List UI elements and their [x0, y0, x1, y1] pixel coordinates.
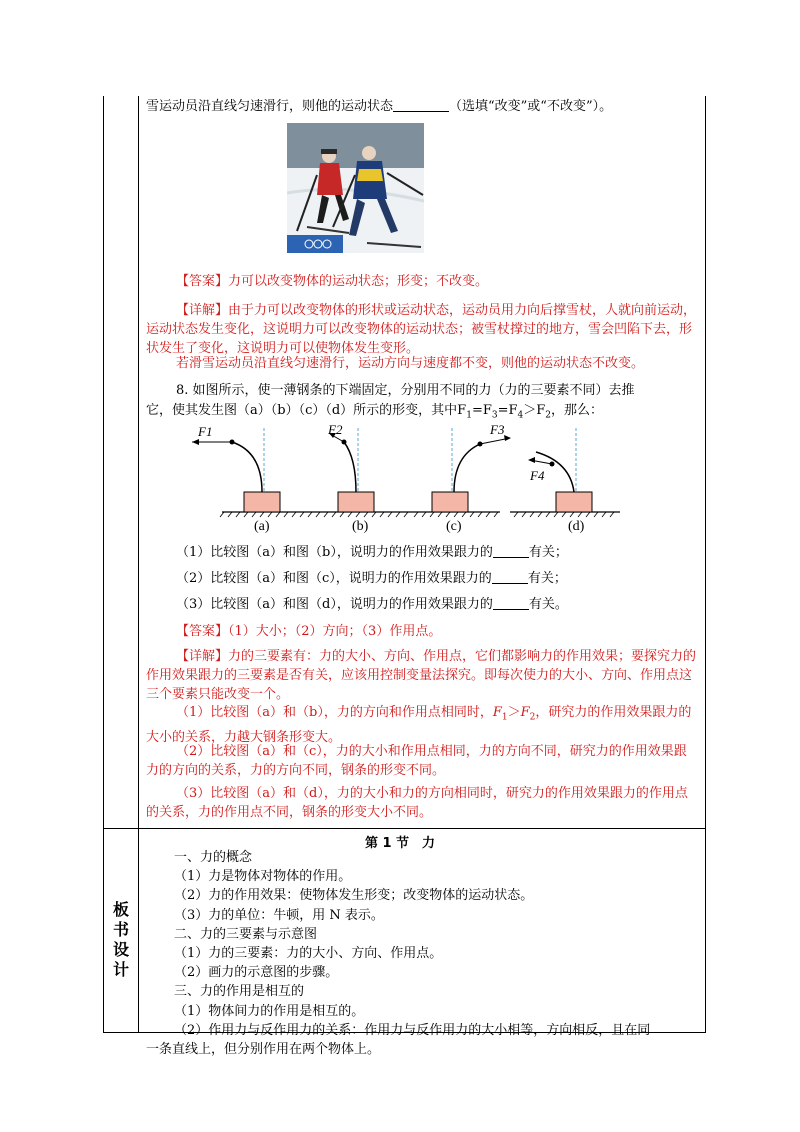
board-line: （2）作用力与反作用力的关系：作用力与反作用力的大小相等，方向相反，且在同 [174, 1022, 651, 1038]
q7-explanation-para2: 若滑雪运动员沿直线匀速滑行，运动方向与速度都不变，则他的运动状态不改变。 [176, 356, 645, 371]
q8-sub3-end: 有关。 [528, 597, 568, 612]
answer-text: （1）大小；（2）方向；（3）作用点。 [228, 624, 442, 639]
table-right-border [705, 96, 706, 1033]
explanation-text: 力的三要素有：力的大小、方向、作用点，它们都影响力的作用效果；要探究力的作用效果跟力的三要素是否有关，应该用控制变量法探究。即每次使力的大小、方向、作用点这三个要素只能改变一个。 [146, 649, 697, 702]
figure-label-c: (c) [446, 519, 462, 534]
table-left-border [103, 96, 104, 1033]
q8-stem-end: ，那么： [551, 403, 604, 418]
figure-label-b: (b) [352, 519, 369, 534]
q8-sub1 [176, 543, 568, 562]
q8-sub1-end: 有关； [528, 545, 568, 560]
board-line: （1）力的三要素：力的大小、方向、作用点。 [174, 946, 443, 962]
figure-d [510, 428, 620, 534]
board-line: 一、力的概念 [174, 850, 253, 865]
side-char: 设 [112, 940, 129, 959]
q8-stem-text: 它，使其发生图（a）（b）（c）（d）所示的形变，其中F [146, 403, 467, 418]
q7-stem-line [146, 97, 612, 116]
explanation-label: 【详解】 [176, 649, 229, 664]
board-line: （3）力的单位：牛顿，用 N 表示。 [174, 907, 384, 923]
answer-blank [493, 544, 529, 558]
board-line: （2）力的作用效果：使物体发生形变；改变物体的运动状态。 [174, 888, 534, 904]
q8-explanation-p1: （1）比较图（a）和（b），力的方向和作用点相同时，$F_1>F_2$，研究力的作用效果跟力的大小的关系，力越大钢条形变大。 [146, 705, 692, 745]
q8-sub2 [176, 569, 567, 588]
force-label-f2: F2 [328, 422, 343, 437]
answer-blank [393, 98, 449, 112]
explanation-text: 由于力可以改变物体的形状或运动状态，运动员用力向后撑雪杖，人就向前运动，运动状态发生变化，这说明力可以改变物体的运动状态；被雪杖撑过的地方，雪会凹陷下去，形状发生了变化，这说明力可以使物体发生变形。 [146, 303, 697, 356]
skiing-photo [287, 123, 424, 253]
answer-blank [493, 596, 529, 610]
q8-sub2-end: 有关； [527, 571, 567, 586]
board-line: （1）力是物体对物体的作用。 [174, 869, 352, 885]
q8-sub3 [176, 595, 568, 614]
table-row-divider [103, 828, 706, 829]
q8-sub3-text: （3）比较图（a）和图（d），说明力的作用效果跟力的 [176, 597, 493, 612]
force-label-f3: F3 [490, 422, 505, 437]
explanation-p1-text: （1）比较图（a）和（b），力的方向和作用点相同时， [176, 705, 493, 720]
force-label-f4: F4 [530, 468, 545, 483]
q8-stem-line2: 它，使其发生图（a）（b）（c）（d）所示的形变，其中$F_1=F_3=F_4>F_2$，那么： [146, 403, 604, 421]
q8-explanation-p3: （3）比较图（a）和（d），力的大小和力的方向相同时，研究力的作用效果跟力的作用点的关系，力的作用点不同，钢条的形变大小不同。 [146, 786, 688, 820]
q7-answer [176, 272, 488, 291]
board-content [146, 848, 702, 1059]
figure-b [320, 422, 410, 534]
q8-explanation [146, 647, 698, 704]
q8-sub1-text: （1）比较图（a）和图（b），说明力的作用效果跟力的 [176, 545, 493, 560]
answer-label: 【答案】 [176, 624, 229, 639]
figure-a [192, 424, 320, 534]
board-line: 三、力的作用是相互的 [174, 984, 305, 1000]
table-column-divider [138, 96, 139, 1033]
explanation-label: 【详解】 [176, 303, 229, 318]
explanation-p1-end: ，研究力的作用效果跟力的大小的关系，力越大钢条形变大。 [146, 705, 692, 745]
board-line: （2）画力的示意图的步骤。 [174, 965, 339, 981]
board-line: 二、力的三要素与示意图 [174, 926, 318, 942]
q8-stem-line1: 8. 如图所示，使一薄钢条的下端固定，分别用不同的力（力的三要素不同）去推 [176, 383, 635, 398]
board-design-label [103, 900, 139, 980]
figure-label-a: (a) [254, 519, 270, 534]
q7-stem-text: 雪运动员沿直线匀速滑行，则他的运动状态 [146, 99, 394, 114]
force-label-f1: F1 [198, 424, 213, 439]
side-char: 书 [112, 920, 129, 939]
figure-c [410, 422, 511, 534]
answer-label: 【答案】 [176, 274, 229, 289]
answer-blank [492, 570, 528, 584]
skiing-photo-illustration [287, 123, 424, 253]
q7-explanation [146, 301, 698, 358]
figure-label-d: (d) [568, 519, 585, 534]
side-char: 板 [112, 900, 129, 919]
q8-answer [176, 622, 441, 641]
q8-explanation-p2: （2）比较图（a）和（c），力的大小和作用点相同，力的方向不同，研究力的作用效果跟力的方向的关系，力的方向不同，钢条的形变不同。 [146, 744, 687, 778]
steel-strip-figure [180, 420, 640, 535]
board-title: 第 1 节 力 [364, 836, 436, 851]
answer-text: 力可以改变物体的运动状态；形变；不改变。 [228, 274, 489, 289]
q8-sub2-text: （2）比较图（a）和图（c），说明力的作用效果跟力的 [176, 571, 492, 586]
side-char: 计 [112, 960, 129, 979]
board-line: 一条直线上，但分别作用在两个物体上。 [146, 1042, 381, 1058]
q7-stem-option-text: （选填“改变”或“不改变”）。 [449, 99, 613, 114]
board-line: （1）物体间力的作用是相互的。 [174, 1003, 365, 1019]
